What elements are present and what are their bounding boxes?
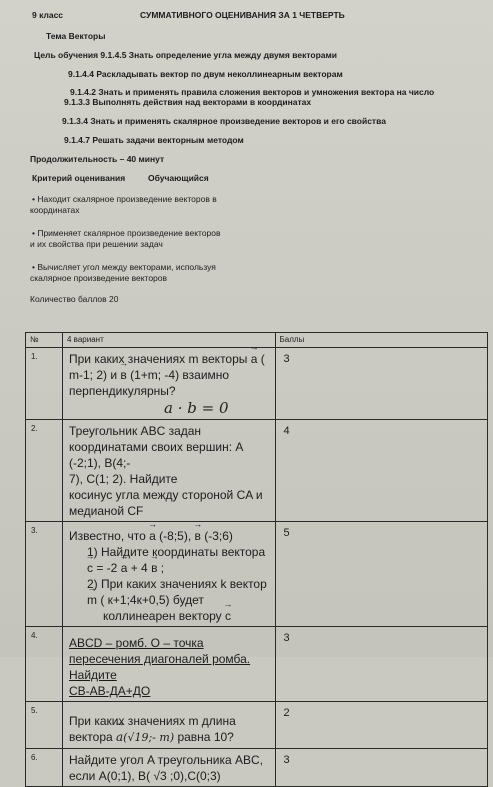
task-points: 3 — [275, 627, 488, 702]
table-row — [26, 749, 488, 787]
duration-line: Продолжительность – 40 минут — [30, 154, 165, 164]
criteria-item: и их свойства при решении задач — [30, 239, 163, 249]
handwritten-note: a · b = 0 — [164, 399, 229, 417]
table-row — [26, 702, 488, 749]
task-points: 5 — [275, 522, 488, 627]
task-text: Известно, что → a (-8;5), → в (-3;6) 1) Найдите координаты вектора → c = -2 → a + 4 → в ; 2) При каких значениях k вектор → m ( к+1;4к+0,5) будет коллинеарен вектору → c — [63, 522, 276, 627]
goal-item: 9.1.3.3 Выполнять действия над векторами в координатах — [64, 97, 312, 107]
task-number: 6. — [26, 749, 63, 787]
criteria-item: • Вычисляет угол между векторами, используя — [32, 262, 216, 272]
task-points: 4 — [275, 420, 488, 522]
task-points: 3 — [275, 348, 488, 420]
criteria-item: скалярное произведение векторов — [30, 273, 168, 283]
task-points: 3 — [275, 749, 488, 787]
criteria-item: • Применяет скалярное произведение векторов — [32, 228, 221, 238]
task-number: 5. — [26, 702, 63, 749]
criteria-item: • Находит скалярное произведение векторов в — [32, 194, 217, 204]
header-points: Баллы — [275, 333, 488, 348]
table-row — [26, 627, 488, 702]
goal-item: 9.1.4.7 Решать задачи векторным методом — [64, 135, 244, 145]
student-heading: Обучающийся — [148, 173, 209, 183]
task-points: 2 — [275, 702, 488, 749]
task-text: При каких значениях m длина вектора → a(√19;- m) равна 10? — [63, 702, 276, 749]
table-row — [26, 348, 488, 420]
table-row — [26, 420, 488, 522]
goal-item: 9.1.4.2 Знать и применять правила сложения векторов и умножения вектора на число — [70, 87, 435, 97]
grade-label: 9 класс — [32, 10, 64, 20]
header-num: № — [26, 333, 63, 348]
criteria-item: координатах — [30, 205, 80, 215]
task-number: 3. — [26, 522, 63, 627]
header-variant: 4 вариант — [63, 333, 276, 348]
points-total: Количество баллов 20 — [30, 294, 119, 304]
task-text: Найдите угол A треугольника ABC, если A(0;1), B( √3 ;0),C(0;3) — [63, 749, 276, 787]
goal-item: 9.1.4.4 Раскладывать вектор по двум неколлинеарным векторам — [68, 69, 343, 79]
criteria-heading: Критерий оценивания — [32, 173, 126, 183]
topic-line: Тема Векторы — [46, 31, 106, 41]
task-text: При каких значениях m векторы → a ( m-1; 2) и → в (1+m; -4) взаимно перпендикулярны? a · b = 0 — [63, 348, 276, 420]
task-text: Треугольник ABC задан координатами своих вершин: A (-2;1), B(4;- 7), C(1; 2). Найдите косинус угла между стороной CA и медианой CF — [63, 420, 276, 522]
task-number: 2. — [26, 420, 63, 522]
goal-line: Цель обучения 9.1.4.5 Знать определение угла между двумя векторами — [34, 50, 338, 60]
task-text: ABCD – ромб. O – точка пересечения диагоналей ромба. Найдите CB-AB-ДА+ДО — [63, 627, 276, 702]
task-number: 4. — [26, 627, 63, 702]
goal-item: 9.1.3.4 Знать и применять скалярное произведение векторов и его свойства — [62, 116, 386, 126]
page-title: СУММАТИВНОГО ОЦЕНИВАНИЯ ЗА 1 ЧЕТВЕРТЬ — [140, 10, 345, 20]
task-number: 1. — [26, 348, 63, 420]
table-row — [26, 522, 488, 627]
tasks-table — [25, 332, 488, 787]
